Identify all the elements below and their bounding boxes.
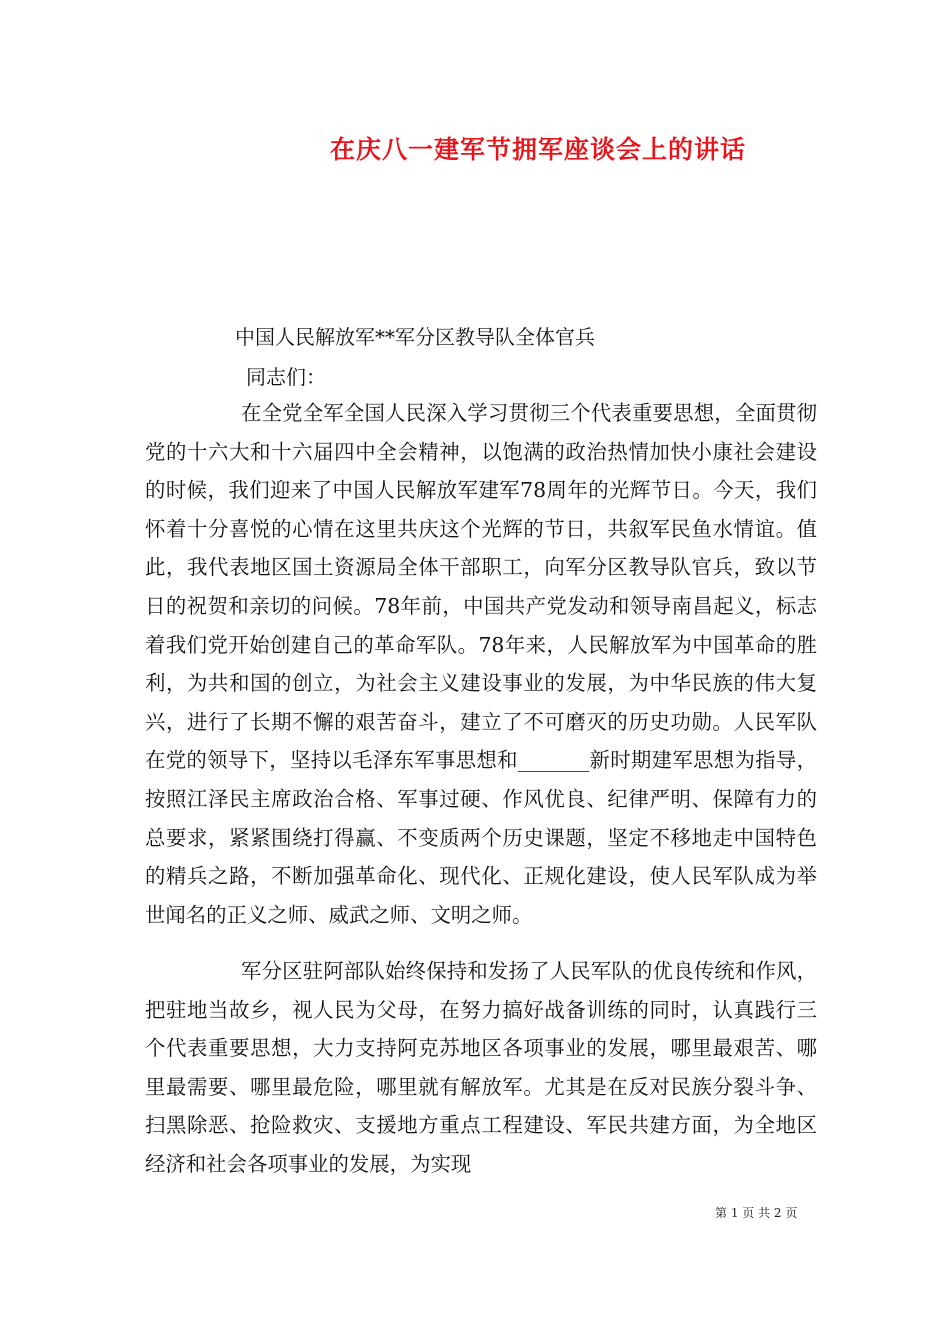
- salutation-addressee: 中国人民解放军**军分区教导队全体官兵: [235, 325, 595, 349]
- page-number-footer: 第 1 页 共 2 页: [715, 1206, 798, 1220]
- body-paragraph: 在全党全军全国人民深入学习贯彻三个代表重要思想，全面贯彻党的十六大和十六届四中全会精神，以饱满的政治热情加快小康社会建设的时候，我们迎来了中国人民解放军建军78周年的光辉节日。今天，我们怀着十分喜悦的心情在这里共庆这个光辉的节日，共叙军民鱼水情谊。值此，我代表地区国土资源局全体干部职工，向军分区教导队官兵，致以节日的祝贺和亲切的问候。78年前，中国共产党发动和领导南昌起义，标志着我们党开始创建自己的革命军队。78年来，人民解放军为中国革命的胜利，为共和国的创立，为社会主义建设事业的发展，为中华民族的伟大复兴，进行了长期不懈的艰苦奋斗，建立了不可磨灭的历史功勋。人民军队在党的领导下，坚持以毛泽东军事思想和_______新时期建军思想为指导，按照江泽民主席政治合格、军事过硬、作风优良、纪律严明、保障有力的总要求，紧紧围绕打得赢、不变质两个历史课题，坚定不移地走中国特色的精兵之路，不断加强革命化、现代化、正规化建设，使人民军队成为举世闻名的正义之师、威武之师、文明之师。: [145, 401, 817, 927]
- body-paragraph: 军分区驻阿部队始终保持和发扬了人民军队的优良传统和作风，把驻地当故乡，视人民为父母，在努力搞好战备训练的同时，认真践行三个代表重要思想，大力支持阿克苏地区各项事业的发展，哪里最艰苦、哪里最需要、哪里最危险，哪里就有解放军。尤其是在反对民族分裂斗争、扫黑除恶、抢险救灾、支援地方重点工程建设、军民共建方面，为全地区经济和社会各项事业的发展，为实现: [145, 959, 817, 1176]
- document-title: 在庆八一建军节拥军座谈会上的讲话: [329, 135, 746, 164]
- salutation-greeting: 同志们：: [246, 365, 326, 389]
